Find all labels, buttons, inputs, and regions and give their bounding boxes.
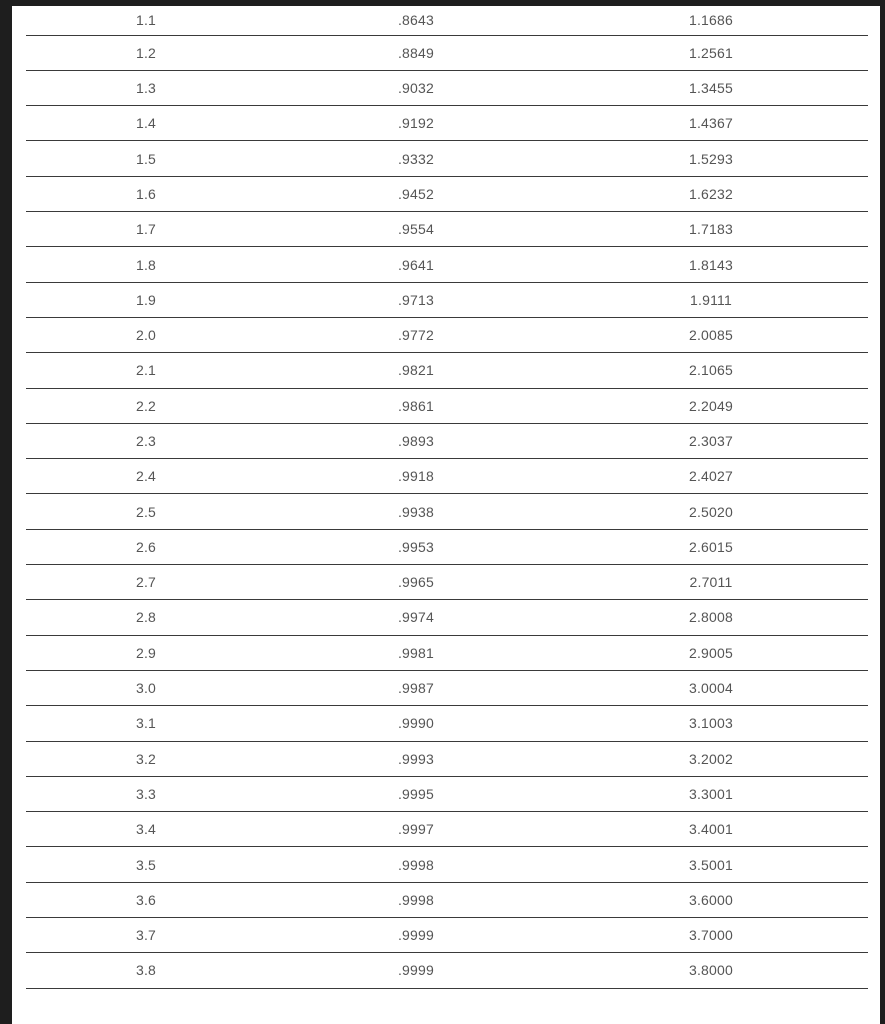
table-cell: .9918 (397, 468, 435, 485)
table-row (26, 71, 868, 106)
table-row (26, 247, 868, 282)
table-row (26, 283, 868, 318)
table-row (26, 777, 868, 812)
table-cell: 1.9111 (690, 291, 732, 308)
table-cell: 1.6 (135, 185, 157, 202)
table-row (26, 565, 868, 600)
table-cell: 1.1 (135, 12, 157, 29)
table-cell: 3.3 (135, 785, 157, 802)
table-row (26, 742, 868, 777)
table-cell: 2.8 (135, 609, 157, 626)
table-cell: 2.5020 (688, 503, 734, 520)
table-row (26, 212, 868, 247)
table-cell: 1.9 (135, 291, 157, 308)
table-row (26, 106, 868, 141)
value-table (26, 6, 868, 989)
table-row (26, 953, 868, 988)
table-cell: .9893 (397, 433, 435, 449)
table-cell: 1.1686 (688, 12, 734, 29)
table-row (26, 6, 868, 36)
table-cell: .9713 (397, 291, 435, 308)
table-cell: .9990 (397, 715, 435, 732)
table-row (26, 36, 868, 71)
table-cell: 2.0085 (688, 327, 734, 344)
table-cell: 1.6232 (688, 185, 734, 202)
table-cell: 2.6015 (688, 538, 734, 555)
table-cell: .8643 (397, 12, 435, 29)
table-cell: 3.4 (135, 821, 157, 838)
table-cell: 3.0 (135, 680, 157, 697)
table-cell: .9999 (397, 962, 435, 979)
table-cell: 1.7183 (688, 221, 734, 238)
table-cell: 1.5 (135, 150, 157, 167)
table-cell: 1.4367 (688, 115, 734, 132)
table-cell: 2.2 (135, 397, 157, 414)
table-cell: .9772 (397, 327, 435, 344)
table-cell: .9821 (397, 362, 435, 379)
table-cell: 3.1 (135, 715, 157, 732)
table-cell: 3.6000 (688, 891, 734, 908)
table-cell: .9641 (397, 256, 435, 273)
table-cell: .9452 (397, 185, 435, 202)
table-cell: 1.8 (135, 256, 157, 273)
table-cell: 3.8000 (688, 962, 734, 979)
table-cell: .9554 (397, 221, 435, 238)
table-cell: 1.5293 (688, 150, 734, 167)
table-cell: .8849 (397, 44, 435, 61)
table-cell: 2.4027 (688, 468, 734, 485)
table-cell: .9993 (397, 750, 435, 767)
table-row (26, 318, 868, 353)
table-cell: .9981 (397, 644, 435, 661)
table-cell: .9974 (397, 609, 435, 626)
table-row (26, 671, 868, 706)
table-cell: 2.6 (135, 538, 157, 555)
table-cell: .9998 (397, 856, 435, 873)
table-row (26, 636, 868, 671)
table-cell: 3.5001 (688, 856, 734, 873)
table-row (26, 494, 868, 529)
table-cell: 2.3037 (688, 433, 734, 449)
table-row (26, 847, 868, 882)
table-row (26, 812, 868, 847)
table-cell: 3.3001 (688, 785, 734, 802)
document-page (12, 6, 880, 1024)
table-cell: .9997 (397, 821, 435, 838)
table-cell: 1.2 (135, 44, 157, 61)
table-cell: 1.3455 (688, 80, 734, 97)
table-cell: 3.0004 (688, 680, 734, 697)
table-row (26, 530, 868, 565)
table-row (26, 706, 868, 741)
table-cell: 3.5 (135, 856, 157, 873)
table-row (26, 141, 868, 176)
table-cell: 2.7 (135, 574, 157, 591)
table-row (26, 389, 868, 424)
table-cell: .9995 (397, 785, 435, 802)
table-cell: .9999 (397, 927, 435, 944)
table-cell: 2.7011 (689, 574, 733, 591)
table-row (26, 883, 868, 918)
table-cell: 3.6 (135, 891, 157, 908)
table-cell: 1.3 (135, 80, 157, 97)
table-cell: 2.0 (135, 327, 157, 344)
table-cell: .9332 (397, 150, 435, 167)
table-cell: .9965 (397, 574, 435, 591)
table-row (26, 424, 868, 459)
table-cell: .9032 (397, 80, 435, 97)
table-cell: 3.7 (135, 927, 157, 944)
table-row (26, 459, 868, 494)
table-cell: 2.3 (135, 433, 157, 449)
table-cell: .9938 (397, 503, 435, 520)
table-cell: 2.1065 (688, 362, 734, 379)
table-cell: 2.4 (135, 468, 157, 485)
table-cell: .9998 (397, 891, 435, 908)
table-cell: 3.2 (135, 750, 157, 767)
table-cell: 3.8 (135, 962, 157, 979)
table-cell: 3.7000 (688, 927, 734, 944)
table-cell: .9987 (397, 680, 435, 697)
table-cell: 1.2561 (688, 44, 734, 61)
table-cell: 1.8143 (688, 256, 734, 273)
table-row (26, 918, 868, 953)
table-row (26, 353, 868, 388)
table-cell: 2.5 (135, 503, 157, 520)
table-row (26, 177, 868, 212)
table-cell: 2.9 (135, 644, 157, 661)
table-cell: 3.2002 (688, 750, 734, 767)
table-cell: .9861 (397, 397, 435, 414)
table-cell: .9953 (397, 538, 435, 555)
table-cell: 3.4001 (688, 821, 734, 838)
table-cell: 3.1003 (688, 715, 734, 732)
table-cell: 1.4 (135, 115, 157, 132)
table-cell: 1.7 (135, 221, 157, 238)
table-row (26, 600, 868, 635)
table-cell: 2.2049 (688, 397, 734, 414)
table-cell: .9192 (397, 115, 435, 132)
table-cell: 2.9005 (688, 644, 734, 661)
table-cell: 2.8008 (688, 609, 734, 626)
table-cell: 2.1 (135, 362, 157, 379)
